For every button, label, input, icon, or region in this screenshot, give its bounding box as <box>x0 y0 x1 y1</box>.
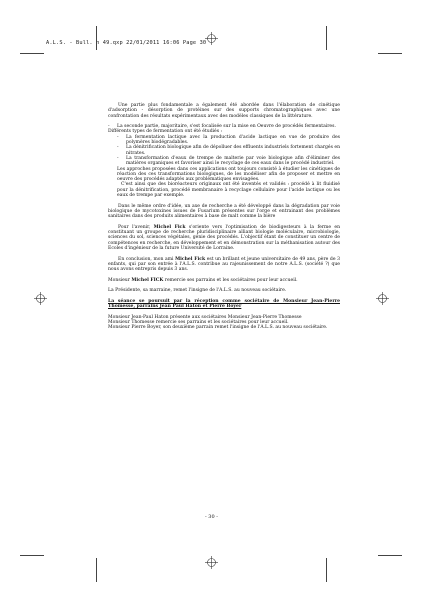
thomesse-paragraph: Monsieur Thomesse remercie ses parrains et les sociétaires pour leur accueil. <box>108 320 289 326</box>
approaches-paragraph: Les approches proposées dans ces applications ont toujours consisté à étudier les cinétiques de réaction des ces transformations biologiques, de les modéliser afin de proposer et mettre en oeuvre des procédés adaptés aux problématiques envisagées. <box>117 166 340 183</box>
list-item: - La transformation d'eaux de trempe de malterie par voie biologique afin d'éliminer des matières organiques et favoriser ainsi le recyclage de ces eaux dans le procédé industriel. <box>117 156 340 167</box>
page-body <box>108 103 340 331</box>
future-paragraph: Pour l'avenir, Michel Fick s'oriente vers l'optimisation de biodigesteurs à la ferme en constituant un groupe de recherche pluridisciplinaire alliant biologie moléculaire, microbiologie, sciences du sol, sciences végétales, génie des procédés. L'objectif étant de constituer un centre de compétences en recherche, en développement et en démonstration sur la méthanisation autour des Ecoles d'ingénieur de la future Université de Lorraine. <box>108 224 341 252</box>
boyer-paragraph: Monsieur Pierre Boyer, son deuxième parrain remet l'insigne de l'A.L.S. au nouveau sociétaire. <box>108 325 328 331</box>
second-part-list <box>108 124 340 129</box>
fermentation-types-list <box>108 135 340 167</box>
page-number: - 30 - <box>205 514 218 520</box>
seance-heading: La séance se poursuit par la réception comme sociétaire de Monsieur Jean-Pierre Thomesse, parrains Jean Paul Haton et Pierre Boyer <box>108 298 340 310</box>
haton-paragraph: Monsieur Jean-Paul Haton présente aux sociétaires Monsieur Jean-Pierre Thomesse <box>108 314 302 320</box>
bioreactors-paragraph: C'est ainsi que des bioréacteurs originaux ont été inventés et validés : procédé à lit fluidisé pour la dénitrification, procédé membranaire à recyclage cellulaire pour l'acide lactique ou les eaux de trempe par exemple. <box>117 182 340 199</box>
registration-mark-left <box>34 292 47 305</box>
list-item: - La dénitrification biologique afin de dépolluer des effluents industriels fortement chargés en nitrates. <box>117 145 340 156</box>
fermentation-types-intro: Différents types de fermentation ont été étudiés : <box>108 129 223 135</box>
thanks-paragraph: Monsieur Michel FICK remercie ses parrains et les sociétaires pour leur accueil. <box>108 277 298 283</box>
president-paragraph: La Présidente, sa marraine, remet l'insigne de l'A.L.S. au nouveau sociétaire. <box>108 288 287 294</box>
person-name: Michel Fick <box>175 256 206 262</box>
list-item: - La fermentation lactique avec la production d'acide lactique en vue de produire des polymères biodégradables. <box>117 135 340 146</box>
registration-mark-top <box>205 32 218 45</box>
person-name: Michel Fick <box>153 224 186 230</box>
intro-paragraph: Une partie plus fondamentale a également été abordée dans l'élaboration de cinétique d'adsorption - désorption de protéines sur des supports chromatographiques avec une confrontation des résultats expérimentaux avec des modèles classiques de la littérature. <box>108 103 340 119</box>
mycotoxins-paragraph: Dans le même ordre d'idée, un axe de recherche a été développé dans la dégradation par voie biologique de mycotoxines issues de Fusarium présentes sur l'orge et entrainant des problèmes sanitaires dans des produits alimentaires à base de malt comme la bière <box>108 203 340 220</box>
registration-mark-bottom <box>205 556 218 569</box>
person-name: Michel FICK <box>131 277 164 283</box>
second-part-item: - La seconde partie, majoritaire, s'est focalisée sur la mise en Oeuvre de procédés fermentaires. <box>108 124 340 129</box>
registration-mark-right <box>376 292 389 305</box>
file-slug-header: A.L.S. - Bull. n 49.qxp 22/01/2011 16:06 Page 30 <box>46 40 207 46</box>
conclusion-paragraph: En conclusion, mon ami Michel Fick est un brillant et jeune universitaire de 49 ans, père de 3 enfants, qui par son entrée à l'A.L.S. contribue au rajeunissement de notre A.L.S. (société ?) que nous avons entrepris depuis 3 ans. <box>108 256 340 273</box>
